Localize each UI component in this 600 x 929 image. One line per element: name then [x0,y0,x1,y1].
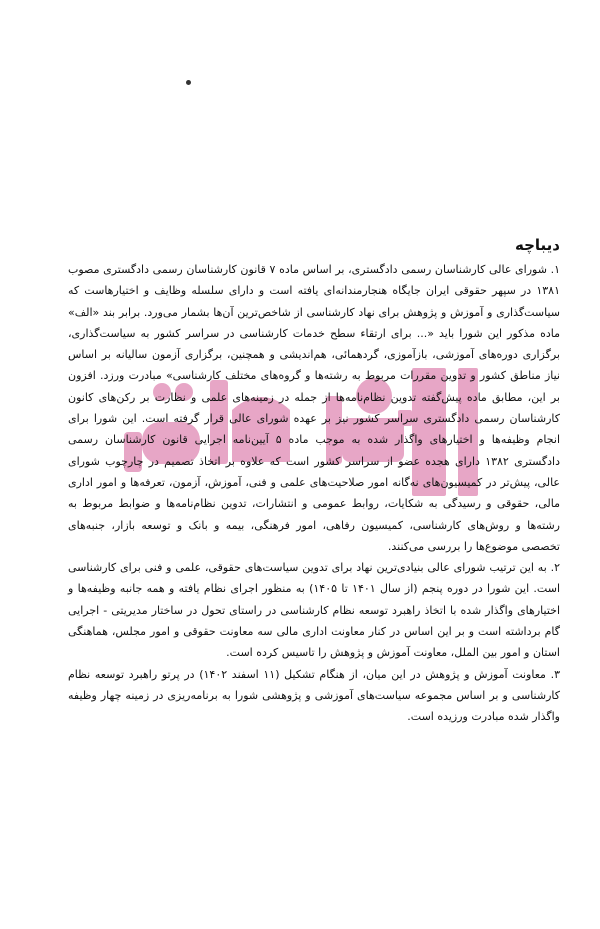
paragraph-2: ۲. به این ترتیب شورای عالی بنیادی‌ترین نهاد برای تدوین سیاست‌های حقوقی، علمی و فنی برای کارشناسی است. این شورا در دوره پنجم (از سال ۱۴۰۱ تا ۱۴۰۵) به منظور اجرای نظام یافته و همه جانبه وظیفه‌ها و اختیارهای واگذار شده با اتخاذ راهبرد توسعه نظام کارشناسی در راستای تحول در ساختار مدیریتی - اجرایی گام برداشته است و بر این اساس در کنار معاونت اداری مالی سه معاونت حقوقی و امور مجلس، هماهنگی استان و امور بین الملل، معاونت آموزش و پژوهش را تاسیس کرده است. [68,561,560,660]
preface-body [68,236,560,728]
ornament-dot [186,80,191,85]
section-heading: دیباچه [515,236,560,254]
paragraph-1: ۱. شورای عالی کارشناسان رسمی دادگستری، بر اساس ماده ۷ قانون کارشناسان رسمی دادگستری مصوب ۱۳۸۱ در سپهر حقوقی ایران جایگاه هنجارمندانه‌ای یافته است و دارای سلسله وظایف و اختیارهاست که سیاست‌گذاری و آموزش و پژوهش برای نهاد کارشناسی از شاخص‌ترین آن‌ها بشمار می‌ورد. برابر بند «الف» ماده مذکور این شورا باید «... برای ارتقاء سطح خدمات کارشناسی در سراسر کشور به سیاست‌گذاری، برگزاری دوره‌های آموزشی، بازآموزی، گردهمائی، هم‌اندیشی و همچنین، برگزاری آزمون سالیانه بر اساس نیاز مناطق کشور و تدوین مقررات مربوط به رشته‌ها و گروه‌های مختلف کارشناسی» مبادرت ورزد. افزون بر این، مطابق ماده پیش‌گفته تدوین نظام‌نامه‌ها از جمله در زمینه‌های علمی و نظارت بر رکن‌های کانون کارشناسان رسمی دادگستری سراسر کشور نیز بر عهده شورای عالی قرار گرفته است. این شورا برای انجام وظیفه‌ها و اختیارهای واگذار شده به موجب ماده ۵ آیین‌نامه اجرایی قانون کارشناسان رسمی دادگستری ۱۳۸۲ دارای هجده عضو از سراسر کشور است که علاوه بر اتخاذ تصمیم در چارچوب شورای عالی، پیش‌تر در کمیسیون‌های نه‌گانه امور صلاحیت‌های علمی و فنی، آموزش، آزمون، تعرفه‌ها و امور اداری مالی، حقوقی و رسیدگی به شکایات، روابط عمومی و انتشارات، تدوین نظام‌نامه‌ها و ضوابط مربوط به رشته‌ها و روش‌های کارشناسی، کمیسیون رفاهی، امور فرهنگی، بیمه و بانک و توسعه بازار، جنبه‌های تخصصی موضوع‌ها را بررسی می‌کنند. [68,263,561,553]
paragraph-3: ۳. معاونت آموزش و پژوهش در این میان، از هنگام تشکیل (۱۱ اسفند ۱۴۰۲) در پرتو راهبرد توسعه نظام کارشناسی و بر اساس مجموعه سیاست‌های آموزشی و پژوهشی شورا به برنامه‌ریزی در زمینه چهار وظیفه واگذار شده مبادرت ورزیده است. [68,667,560,724]
